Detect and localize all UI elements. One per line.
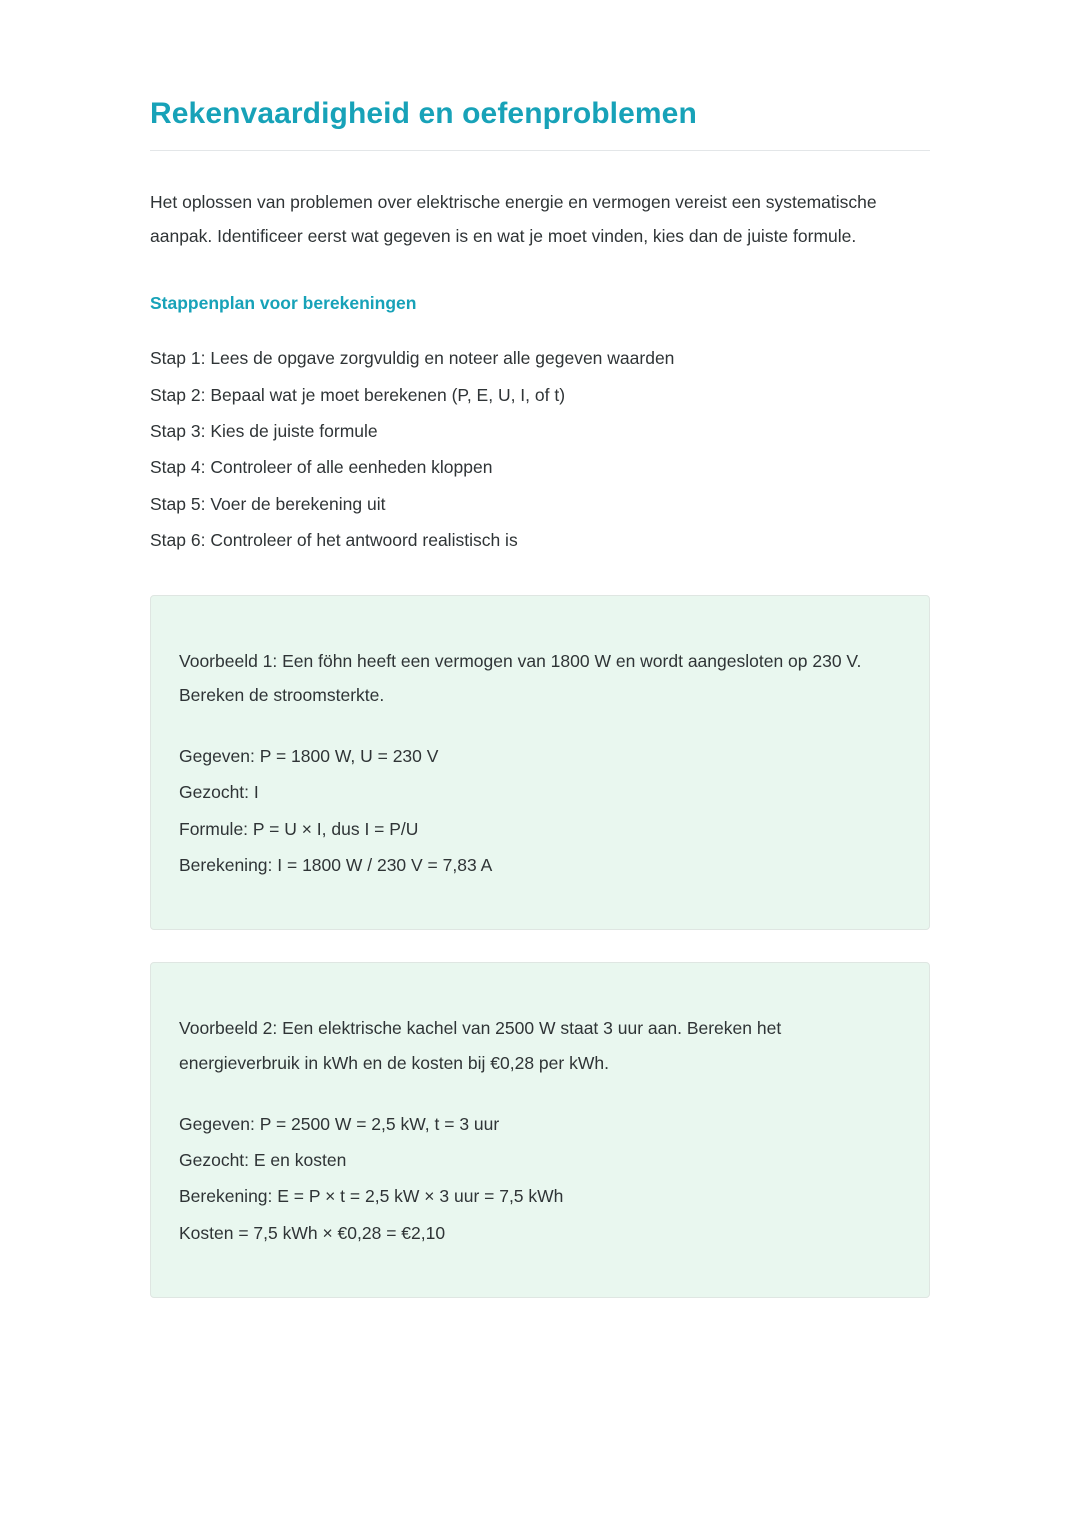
example-line: Berekening: I = 1800 W / 230 V = 7,83 A [179, 855, 493, 876]
example-box-1 [150, 595, 930, 931]
list-item: Stap 1: Lees de opgave zorgvuldig en noteer alle gegeven waarden [150, 348, 675, 369]
example-box-2 [150, 962, 930, 1298]
page-title: Rekenvaardigheid en oefenproblemen [150, 97, 697, 130]
example-line: Gezocht: E en kosten [179, 1150, 347, 1171]
example-line: Formule: P = U × I, dus I = P/U [179, 818, 419, 839]
example-line: Berekening: E = P × t = 2,5 kW × 3 uur = 7,5 kWh [179, 1186, 564, 1207]
list-item: Stap 5: Voer de berekening uit [150, 493, 386, 514]
list-item: Stap 4: Controleer of alle eenheden kloppen [150, 457, 493, 478]
example-lead: Voorbeeld 2: Een elektrische kachel van 2500 W staat 3 uur aan. Bereken het energieverbruik in kWh en de kosten bij €0,28 per kWh. [179, 1018, 782, 1073]
example-line: Gegeven: P = 1800 W, U = 230 V [179, 745, 439, 766]
example-line: Gegeven: P = 2500 W = 2,5 kW, t = 3 uur [179, 1113, 500, 1134]
list-item: Stap 6: Controleer of het antwoord realistisch is [150, 530, 518, 551]
steps-list [150, 340, 930, 558]
example-lead: Voorbeeld 1: Een föhn heeft een vermogen van 1800 W en wordt aangesloten op 230 V. Bereken de stroomsterkte. [179, 650, 862, 705]
example-line: Kosten = 7,5 kWh × €0,28 = €2,10 [179, 1222, 446, 1243]
section-heading-stappenplan: Stappenplan voor berekeningen [150, 293, 417, 314]
list-item: Stap 2: Bepaal wat je moet berekenen (P, E, U, I, of t) [150, 384, 566, 405]
title-divider [150, 150, 930, 151]
example-line: Gezocht: I [179, 782, 259, 803]
intro-paragraph: Het oplossen van problemen over elektrische energie en vermogen vereist een systematische aanpak. Identificeer eerst wat gegeven is en wat je moet vinden, kies dan de juiste formule. [150, 192, 877, 247]
list-item: Stap 3: Kies de juiste formule [150, 421, 378, 442]
